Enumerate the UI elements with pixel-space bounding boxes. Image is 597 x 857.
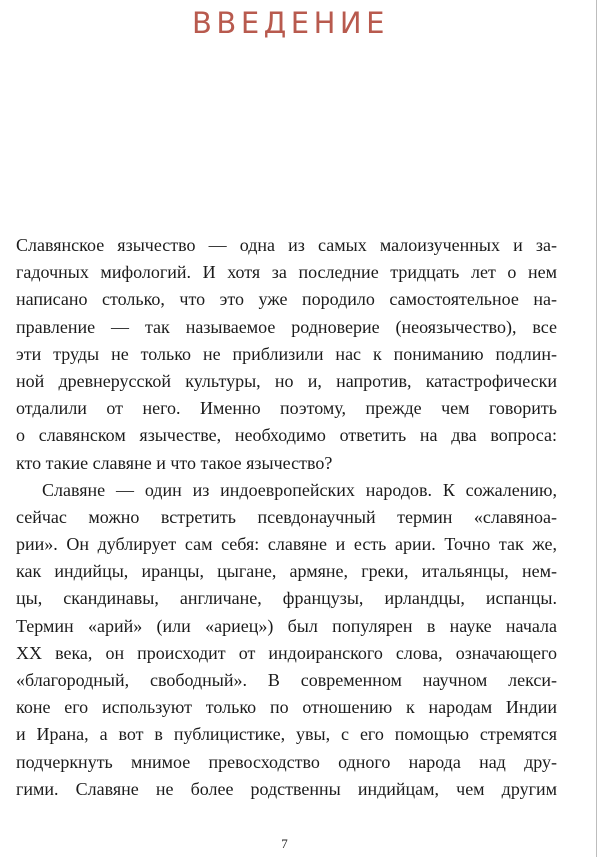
text-line: Славянское язычество — одна из самых малоизученных и за-	[16, 235, 557, 255]
paragraph-1	[16, 232, 557, 477]
text-line: написано столько, что это уже породило самостоятельное на-	[16, 289, 557, 310]
text-line: сейчас можно встретить псевдонаучный термин «славяноа-	[16, 506, 557, 527]
text-line: Термин «арий» (или «ариец») был популярен в науке начала	[16, 615, 557, 636]
page-number: 7	[281, 836, 288, 851]
text-line: отдалили от него. Именно поэтому, прежде чем говорить	[16, 398, 557, 419]
text-line: подчеркнуть мнимое превосходство одного народа над дру-	[16, 751, 557, 772]
text-line: правление — так называемое родноверие (неоязычество), все	[16, 316, 557, 337]
text-line: кто такие славяне и что такое язычество?	[16, 452, 333, 473]
text-line: ной древнерусской культуры, но и, напротив, катастрофически	[16, 370, 557, 391]
chapter-title: ВВЕДЕНИЕ	[192, 6, 389, 40]
text-line: гими. Славяне не более родственны индийцам, чем другим	[16, 778, 557, 799]
text-line: XX века, он происходит от индоиранского слова, означающего	[16, 642, 557, 663]
text-line: как индийцы, иранцы, цыгане, армяне, греки, итальянцы, нем-	[16, 561, 557, 582]
text-line: эти труды не только не приблизили нас к пониманию подлин-	[16, 343, 557, 364]
text-line: о славянском язычестве, необходимо ответить на два вопроса:	[16, 425, 557, 446]
text-line: коне его используют только по отношению к народам Индии	[16, 697, 557, 718]
text-line: цы, скандинавы, англичане, французы, ирландцы, испанцы.	[16, 588, 557, 609]
text-line: Славяне — один из индоевропейских народов. К сожалению,	[42, 479, 557, 500]
text-line: рии». Он дублирует сам себя: славяне и есть арии. Точно так же,	[16, 534, 557, 555]
body-text	[16, 232, 557, 803]
paragraph-2	[16, 477, 557, 803]
text-line: гадочных мифологий. И хотя за последние тридцать лет о нем	[16, 262, 557, 283]
text-line: «благородный, свободный». В современном научном лекси-	[16, 670, 557, 690]
text-line: и Ирана, а вот в публицистике, увы, с его помощью стремятся	[16, 724, 557, 745]
